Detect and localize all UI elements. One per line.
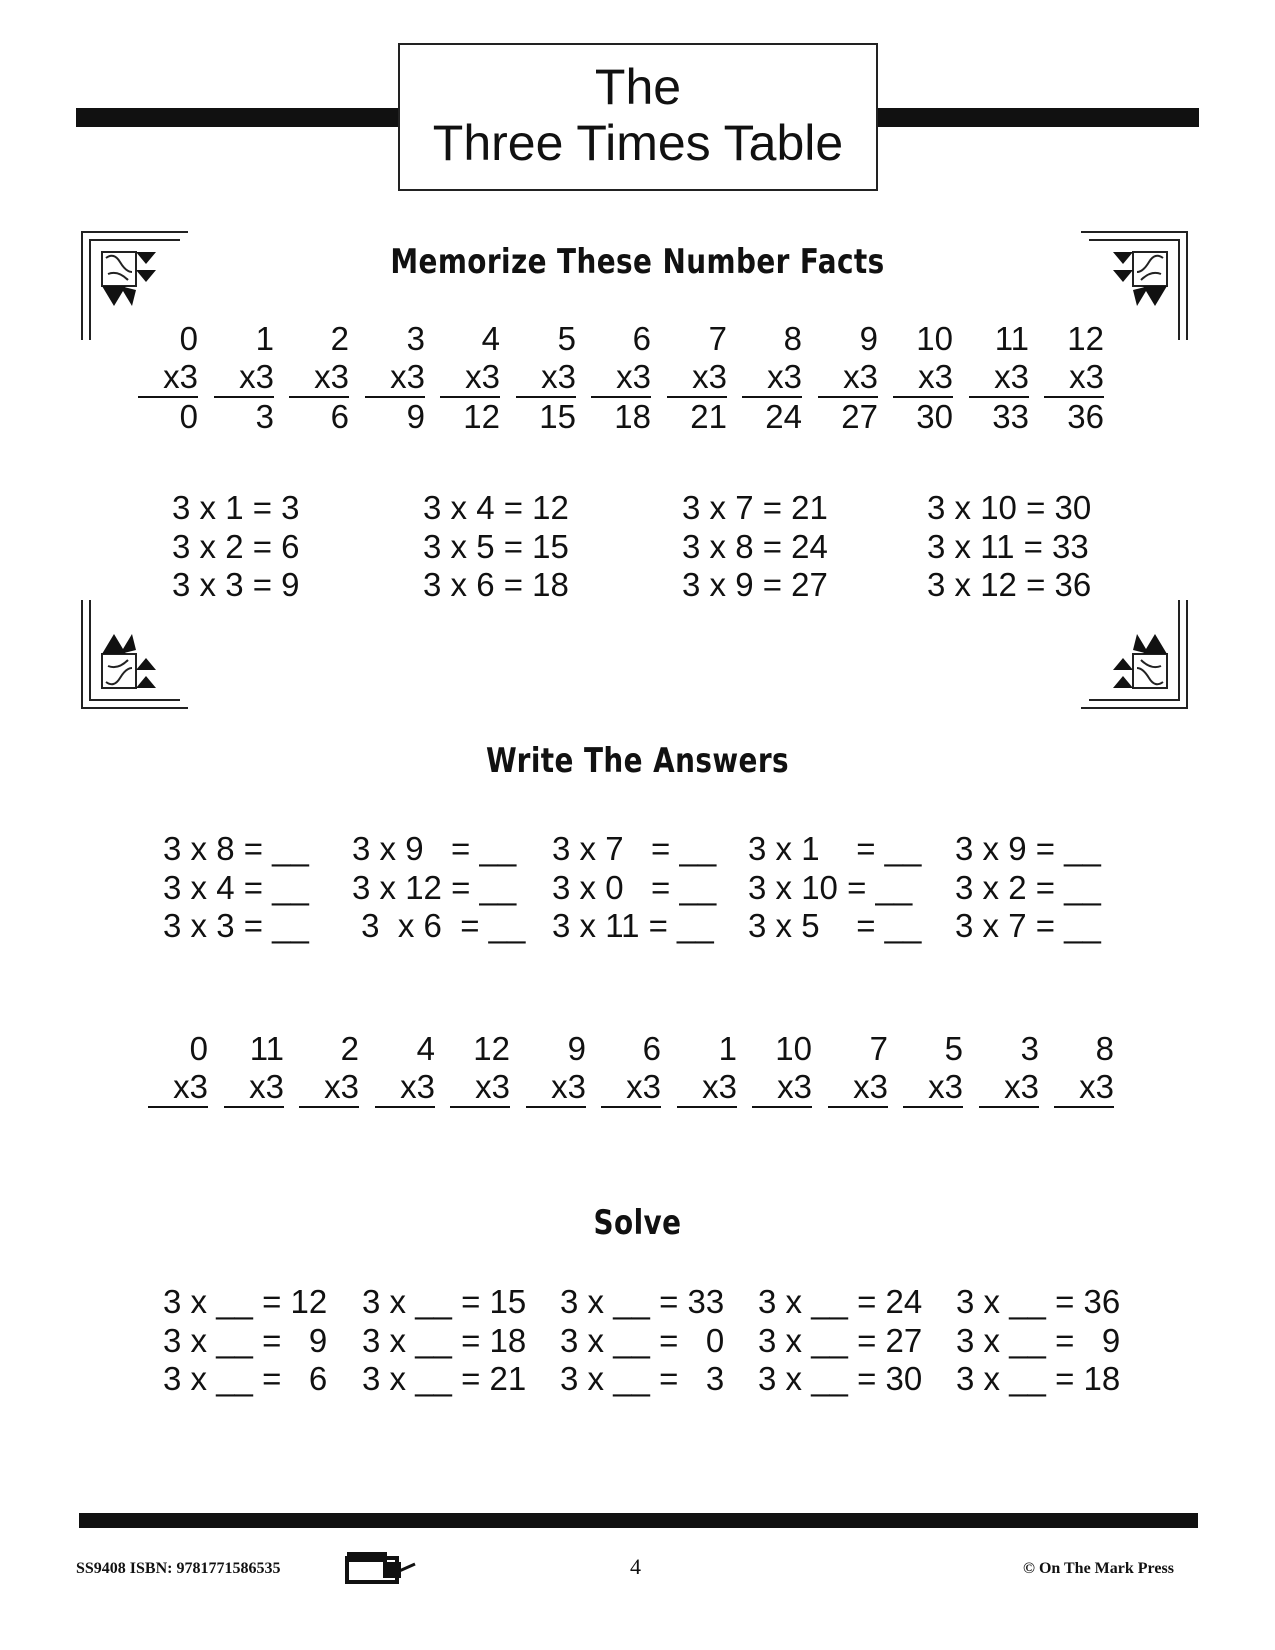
problem-multiplicand: 5	[944, 1030, 963, 1067]
problem-answer-line[interactable]	[677, 1106, 737, 1108]
answer-problem[interactable]: 3 x 3 = __	[163, 907, 309, 944]
vertical-fact	[518, 320, 576, 436]
vertical-fact	[367, 320, 425, 436]
fact-product: 15	[539, 398, 576, 435]
fact-product: 0	[179, 398, 198, 435]
fact-multiplier: x3	[692, 358, 727, 395]
solve-column	[956, 1283, 1120, 1399]
solve-problem[interactable]: 3 x __ = 15	[362, 1283, 527, 1320]
fact-multiplier: x3	[390, 358, 425, 395]
vertical-fact	[669, 320, 727, 436]
title-rule-right	[876, 108, 1199, 127]
solve-problem[interactable]: 3 x __ = 0	[560, 1321, 725, 1359]
fact-multiplicand: 7	[708, 320, 727, 357]
problem-multiplier: x3	[475, 1068, 510, 1105]
fact-product: 6	[330, 398, 349, 435]
problem-answer-line[interactable]	[224, 1106, 284, 1108]
answer-problem[interactable]: 3 x 7 = __	[552, 830, 717, 867]
problem-multiplicand: 12	[473, 1030, 510, 1067]
problem-multiplicand: 7	[869, 1030, 888, 1067]
problem-multiplier: x3	[551, 1068, 586, 1105]
vertical-problem	[603, 1030, 661, 1108]
horizontal-facts-column	[927, 489, 1091, 605]
vertical-problem	[981, 1030, 1039, 1108]
answer-problem[interactable]: 3 x 0 = __	[552, 868, 717, 906]
solve-column	[560, 1283, 724, 1399]
footer-code: SS9408 ISBN: 9781771586535	[76, 1560, 281, 1577]
vertical-problem	[754, 1030, 812, 1108]
fact-line: 3 x 10 = 30	[927, 489, 1092, 526]
vertical-fact	[744, 320, 802, 436]
problem-multiplier: x3	[777, 1068, 812, 1105]
fact-multiplicand: 11	[994, 320, 1029, 357]
fact-multiplier: x3	[239, 358, 274, 395]
solve-problem[interactable]: 3 x __ = 9	[163, 1321, 328, 1359]
answer-problem[interactable]: 3 x 9 = __	[352, 830, 517, 867]
fact-multiplicand: 0	[179, 320, 198, 357]
problem-multiplier: x3	[853, 1068, 888, 1105]
corner-ornament-bottom-left-icon	[80, 590, 190, 710]
problem-multiplier: x3	[249, 1068, 284, 1105]
solve-problem[interactable]: 3 x __ = 18	[956, 1360, 1121, 1397]
problem-answer-line[interactable]	[526, 1106, 586, 1108]
solve-column	[758, 1283, 922, 1399]
vertical-fact	[140, 320, 198, 436]
solve-problem[interactable]: 3 x __ = 9	[956, 1321, 1121, 1359]
solve-heading: Solve	[593, 1203, 682, 1243]
answer-problem[interactable]: 3 x 7 = __	[955, 907, 1101, 944]
fact-multiplicand: 8	[783, 320, 802, 357]
solve-problem[interactable]: 3 x __ = 36	[956, 1283, 1121, 1320]
vertical-problem	[528, 1030, 586, 1108]
fact-multiplicand: 12	[1067, 320, 1104, 357]
answer-problem[interactable]: 3 x 11 = __	[552, 907, 714, 944]
fact-product: 24	[765, 398, 802, 435]
write-answers-column	[955, 830, 1101, 946]
solve-problem[interactable]: 3 x __ = 3	[560, 1360, 725, 1397]
fact-multiplicand: 6	[632, 320, 651, 357]
fact-line: 3 x 12 = 36	[927, 566, 1092, 603]
problem-answer-line[interactable]	[752, 1106, 812, 1108]
fact-product: 27	[841, 398, 878, 435]
horizontal-facts-column	[423, 489, 569, 605]
solve-problem[interactable]: 3 x __ = 18	[362, 1321, 527, 1359]
fact-multiplicand: 10	[916, 320, 953, 357]
fact-multiplicand: 9	[859, 320, 878, 357]
write-answers-heading: Write The Answers	[485, 741, 789, 781]
problem-multiplicand: 3	[1020, 1030, 1039, 1067]
horizontal-facts-column	[172, 489, 300, 605]
fact-product: 12	[463, 398, 500, 435]
fact-multiplier: x3	[918, 358, 953, 395]
vertical-problem	[679, 1030, 737, 1108]
title-box	[398, 43, 878, 191]
problem-multiplicand: 6	[642, 1030, 661, 1067]
write-answers-column	[163, 830, 309, 946]
problem-multiplicand: 8	[1095, 1030, 1114, 1067]
answer-problem[interactable]: 3 x 4 = __	[163, 868, 309, 906]
fact-multiplier: x3	[616, 358, 651, 395]
fact-product: 30	[916, 398, 953, 435]
fact-line: 3 x 7 = 21	[682, 489, 828, 526]
fact-product: 18	[614, 398, 651, 435]
problem-multiplier: x3	[702, 1068, 737, 1105]
problem-multiplicand: 9	[567, 1030, 586, 1067]
fact-line: 3 x 1 = 3	[172, 489, 300, 526]
problem-multiplicand: 10	[775, 1030, 812, 1067]
solve-problem[interactable]: 3 x __ = 21	[362, 1360, 527, 1397]
answer-problem[interactable]: 3 x 8 = __	[163, 830, 309, 867]
answer-problem[interactable]: 3 x 10 = __	[748, 868, 913, 906]
footer-rule	[79, 1513, 1198, 1528]
fact-line: 3 x 3 = 9	[172, 566, 300, 603]
vertical-fact	[291, 320, 349, 436]
answer-problem[interactable]: 3 x 12 = __	[352, 868, 517, 906]
write-answers-column	[552, 830, 716, 946]
fact-multiplier: x3	[1069, 358, 1104, 395]
vertical-fact	[442, 320, 500, 436]
problem-multiplier: x3	[626, 1068, 661, 1105]
problem-multiplier: x3	[1004, 1068, 1039, 1105]
vertical-problem	[905, 1030, 963, 1108]
solve-problem[interactable]: 3 x __ = 24	[758, 1283, 923, 1320]
vertical-problem	[226, 1030, 284, 1108]
vertical-fact	[593, 320, 651, 436]
title-rule-left	[76, 108, 400, 127]
vertical-problem	[830, 1030, 888, 1108]
solve-problem[interactable]: 3 x __ = 27	[758, 1321, 923, 1359]
problem-multiplicand: 4	[416, 1030, 435, 1067]
corner-ornament-bottom-right-icon	[1079, 590, 1189, 710]
vertical-fact	[1046, 320, 1104, 436]
solve-problem[interactable]: 3 x __ = 6	[163, 1360, 328, 1397]
fact-product: 3	[255, 398, 274, 435]
answer-problem[interactable]: 3 x 1 = __	[748, 830, 922, 867]
problem-multiplier: x3	[928, 1068, 963, 1105]
problem-answer-line[interactable]	[979, 1106, 1039, 1108]
problem-multiplier: x3	[324, 1068, 359, 1105]
horizontal-facts-column	[682, 489, 828, 605]
fact-multiplier: x3	[314, 358, 349, 395]
problem-multiplicand: 2	[340, 1030, 359, 1067]
fact-multiplier: x3	[767, 358, 802, 395]
fact-multiplicand: 1	[255, 320, 274, 357]
fact-line: 3 x 4 = 12	[423, 489, 569, 526]
problem-multiplicand: 11	[249, 1030, 284, 1067]
fact-product: 33	[992, 398, 1029, 435]
answer-problem[interactable]: 3 x 2 = __	[955, 868, 1101, 906]
fact-multiplier: x3	[465, 358, 500, 395]
vertical-problem	[1056, 1030, 1114, 1108]
page-title-line2: Three Times Table	[432, 115, 844, 171]
vertical-problem	[377, 1030, 435, 1108]
problem-answer-line[interactable]	[601, 1106, 661, 1108]
fact-multiplier: x3	[843, 358, 878, 395]
write-answers-column	[352, 830, 525, 946]
solve-problem[interactable]: 3 x __ = 33	[560, 1283, 725, 1320]
fact-multiplicand: 2	[330, 320, 349, 357]
answer-problem[interactable]: 3 x 5 = __	[748, 907, 922, 944]
page-title-line1: The	[594, 59, 682, 115]
problem-multiplier: x3	[400, 1068, 435, 1105]
book-logo-icon	[345, 1550, 420, 1586]
fact-multiplicand: 3	[406, 320, 425, 357]
vertical-problem	[452, 1030, 510, 1108]
answer-problem[interactable]: 3 x 6 = __	[352, 907, 526, 944]
vertical-problem	[150, 1030, 208, 1108]
problem-answer-line[interactable]	[1054, 1106, 1114, 1108]
problem-multiplier: x3	[173, 1068, 208, 1105]
memorize-heading: Memorize These Number Facts	[390, 242, 885, 282]
fact-line: 3 x 8 = 24	[682, 527, 828, 565]
footer-copyright: © On The Mark Press	[1023, 1560, 1174, 1577]
page-number: 4	[630, 1554, 641, 1579]
solve-problem[interactable]: 3 x __ = 30	[758, 1360, 923, 1397]
solve-column	[163, 1283, 327, 1399]
fact-multiplicand: 5	[557, 320, 576, 357]
fact-line: 3 x 6 = 18	[423, 566, 569, 603]
fact-line: 3 x 11 = 33	[927, 527, 1089, 565]
fact-product: 36	[1067, 398, 1104, 435]
problem-answer-line[interactable]	[375, 1106, 435, 1108]
problem-answer-line[interactable]	[148, 1106, 208, 1108]
fact-product: 21	[690, 398, 727, 435]
fact-product: 9	[406, 398, 425, 435]
fact-multiplier: x3	[994, 358, 1029, 395]
fact-line: 3 x 2 = 6	[172, 527, 300, 565]
vertical-fact	[895, 320, 953, 436]
fact-multiplicand: 4	[481, 320, 500, 357]
fact-multiplier: x3	[541, 358, 576, 395]
fact-line: 3 x 5 = 15	[423, 527, 569, 565]
vertical-fact	[971, 320, 1029, 436]
problem-answer-line[interactable]	[299, 1106, 359, 1108]
solve-column	[362, 1283, 526, 1399]
vertical-problem	[301, 1030, 359, 1108]
problem-answer-line[interactable]	[828, 1106, 888, 1108]
fact-line: 3 x 9 = 27	[682, 566, 828, 603]
problem-multiplier: x3	[1079, 1068, 1114, 1105]
problem-multiplicand: 1	[718, 1030, 737, 1067]
problem-multiplicand: 0	[189, 1030, 208, 1067]
solve-problem[interactable]: 3 x __ = 12	[163, 1283, 328, 1320]
write-answers-column	[748, 830, 921, 946]
problem-answer-line[interactable]	[903, 1106, 963, 1108]
fact-multiplier: x3	[163, 358, 198, 395]
answer-problem[interactable]: 3 x 9 = __	[955, 830, 1101, 867]
problem-answer-line[interactable]	[450, 1106, 510, 1108]
vertical-fact	[216, 320, 274, 436]
vertical-fact	[820, 320, 878, 436]
